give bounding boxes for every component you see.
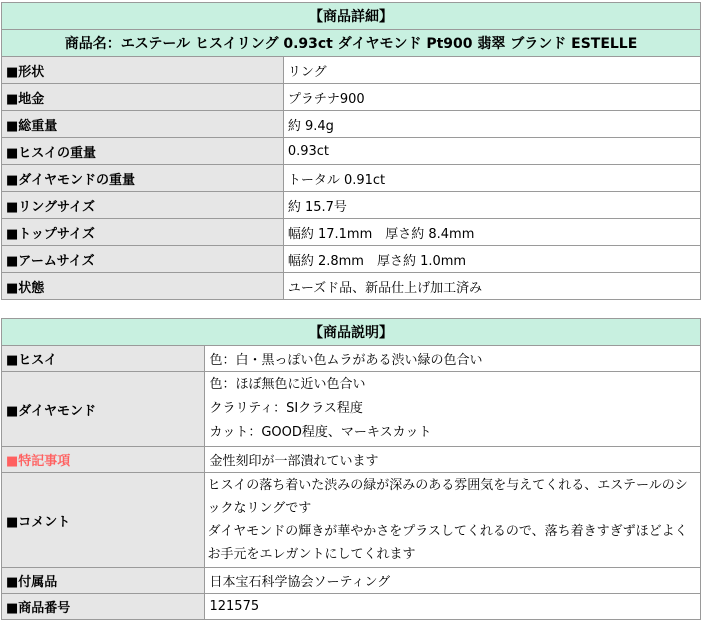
metal-value: プラチナ900 bbox=[283, 84, 700, 111]
diamond-clarity: クラリティ：SIクラス程度 bbox=[209, 401, 363, 416]
accessory-value: 日本宝石科学協会ソーティング bbox=[205, 568, 701, 594]
jade-label: ■ヒスイ bbox=[2, 346, 205, 372]
jade-value: 色：白・黒っぽい色ムラがある渋い緑の色合い bbox=[205, 346, 701, 372]
arm-size-label: ■アームサイズ bbox=[2, 246, 284, 273]
product-name: 商品名：エステール ヒスイリング 0.93ct ダイヤモンド Pt900 翡翠 ブランド ESTELLE bbox=[2, 30, 701, 57]
ring-size-label: ■リングサイズ bbox=[2, 192, 284, 219]
total-weight-value: 約 9.4g bbox=[283, 111, 700, 138]
diamond-label: ■ダイヤモンド bbox=[2, 372, 205, 447]
accessory-label: ■付属品 bbox=[2, 568, 205, 594]
special-notes-value: 金性刻印が一部潰れています bbox=[205, 447, 701, 473]
diamond-weight-value: トータル 0.91ct bbox=[283, 165, 700, 192]
comment-line-2: ダイヤモンドの輝きが華やかさをプラスしてくれるので、落ち着きすぎずほどよくお手元をエレガントにしてくれます bbox=[207, 524, 688, 562]
comment-line-1: ヒスイの落ち着いた渋みの緑が深みのある雰囲気を与えてくれる、エステールのシックなリングです bbox=[207, 478, 688, 516]
top-size-value: 幅約 17.1mm 厚さ約 8.4mm bbox=[283, 219, 700, 246]
diamond-weight-label: ■ダイヤモンドの重量 bbox=[2, 165, 284, 192]
product-description-table bbox=[1, 318, 701, 620]
product-detail-table bbox=[1, 2, 701, 300]
jade-weight-value: 0.93ct bbox=[283, 138, 700, 165]
diamond-details bbox=[205, 372, 701, 447]
shape-label: ■形状 bbox=[2, 57, 284, 84]
top-size-label: ■トップサイズ bbox=[2, 219, 284, 246]
total-weight-label: ■総重量 bbox=[2, 111, 284, 138]
condition-value: ユーズド品、新品仕上げ加工済み bbox=[283, 273, 700, 300]
ring-size-value: 約 15.7号 bbox=[283, 192, 700, 219]
arm-size-value: 幅約 2.8mm 厚さ約 1.0mm bbox=[283, 246, 700, 273]
special-notes-label: ■特記事項 bbox=[2, 447, 205, 473]
product-number-label: ■商品番号 bbox=[2, 594, 205, 620]
shape-value: リング bbox=[283, 57, 700, 84]
metal-label: ■地金 bbox=[2, 84, 284, 111]
diamond-color: 色：ほぼ無色に近い色合い bbox=[209, 377, 366, 392]
comment-text bbox=[205, 473, 701, 568]
detail-header: 【商品詳細】 bbox=[2, 3, 701, 30]
comment-label: ■コメント bbox=[2, 473, 205, 568]
diamond-cut: カット：GOOD程度、マーキスカット bbox=[209, 425, 432, 440]
product-number-value: 121575 bbox=[205, 594, 701, 620]
description-header: 【商品説明】 bbox=[2, 319, 701, 346]
condition-label: ■状態 bbox=[2, 273, 284, 300]
jade-weight-label: ■ヒスイの重量 bbox=[2, 138, 284, 165]
